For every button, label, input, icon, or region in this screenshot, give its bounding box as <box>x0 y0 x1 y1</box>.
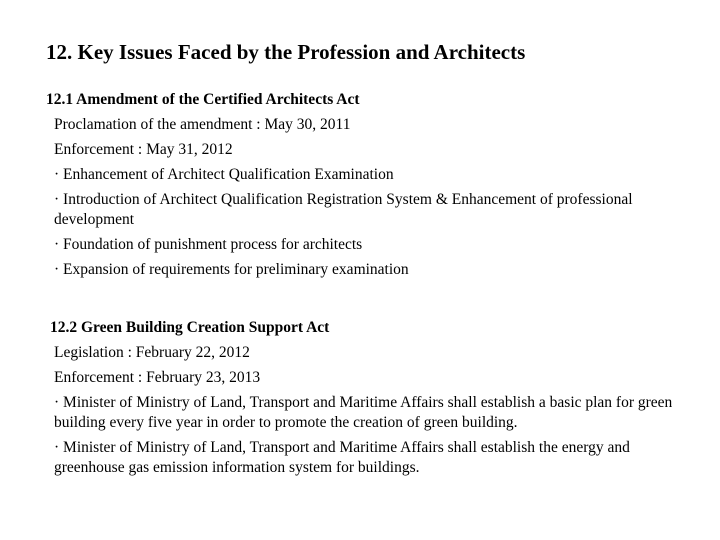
section-heading: 12.2 Green Building Creation Support Act <box>50 319 330 336</box>
bullet-item: · Expansion of requirements for preliminary examination <box>54 261 409 278</box>
section-certified-architects-act <box>46 90 706 280</box>
bullet-item: · Introduction of Architect Qualification Registration System & Enhancement of professional development <box>54 191 633 228</box>
bullet-item: · Enhancement of Architect Qualification Examination <box>54 166 394 183</box>
bullet-item: · Minister of Ministry of Land, Transport and Maritime Affairs shall establish the energy and greenhouse gas emission information system for buildings. <box>54 439 630 476</box>
enforcement-date: Enforcement : May 31, 2012 <box>54 141 233 158</box>
proclamation-date: Proclamation of the amendment : May 30, 2011 <box>54 116 351 133</box>
enforcement-date: Enforcement : February 23, 2013 <box>54 369 261 386</box>
bullet-item: · Minister of Ministry of Land, Transport and Maritime Affairs shall establish a basic plan for green building every five year in order to promote the creation of green building. <box>54 394 673 431</box>
section-heading: 12.1 Amendment of the Certified Architects Act <box>46 91 360 108</box>
legislation-date: Legislation : February 22, 2012 <box>54 344 250 361</box>
section-green-building-act <box>50 318 710 478</box>
bullet-item: · Foundation of punishment process for architects <box>54 236 363 253</box>
page-title: 12. Key Issues Faced by the Profession and Architects <box>46 40 526 64</box>
